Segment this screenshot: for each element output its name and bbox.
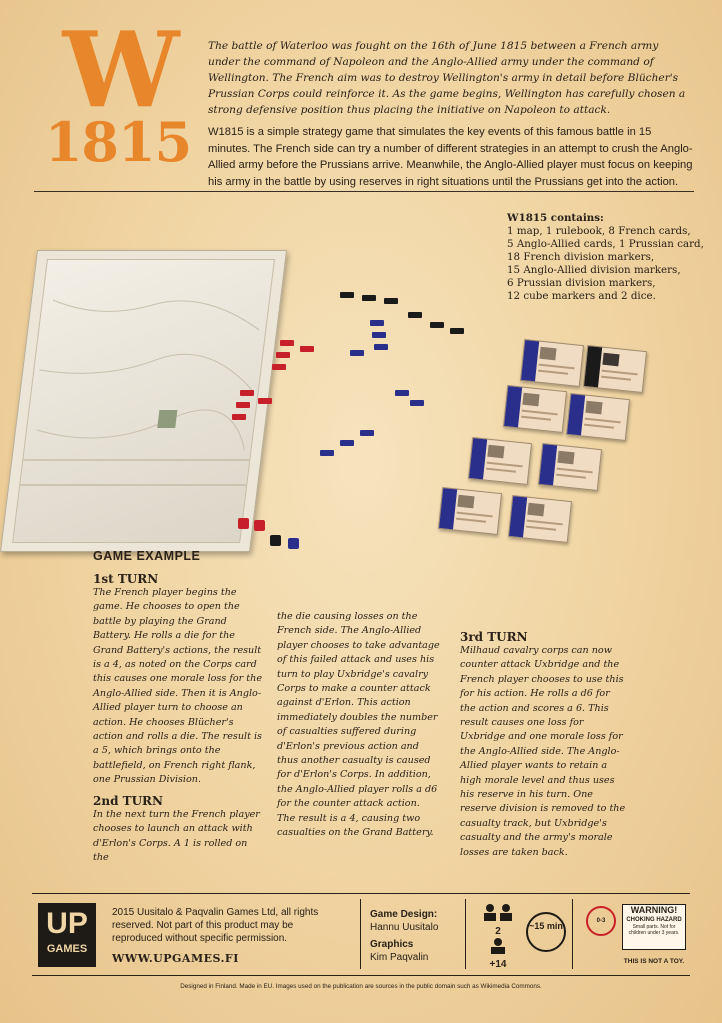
turn1-text: The French player begins the game. He chooses to open the battle by playing the Grand Battery. He rolls a die for the Grand Battery's actions, the result is a 4, as noted on the Corps card this causes one morale loss for the Anglo-Allied side. Then it is Anglo-Allied player turn to choose an action. He chooses Blücher's action and rolls a die. The result is a 5, which brings onto the battlefield, on French right flank, one Prussian Division. — [93, 587, 262, 786]
footer-divider-bottom — [32, 975, 690, 976]
blue-cube — [288, 538, 299, 549]
allied-card — [503, 385, 567, 433]
french-marker — [276, 352, 290, 358]
prussian-marker — [362, 295, 376, 301]
french-marker — [272, 364, 286, 370]
graphics-label: Graphics — [370, 939, 414, 950]
allied-marker — [360, 430, 374, 436]
clock-icon — [526, 912, 566, 952]
logo-letter: W — [62, 8, 174, 131]
allied-marker — [374, 344, 388, 350]
designed-in: Designed in Finland. Made in EU. Images used on the publication are sources in the public domain such as Wikimedia Commons. — [180, 983, 542, 990]
prussian-card — [583, 345, 647, 393]
allied-card — [438, 487, 502, 535]
warning-box — [622, 904, 686, 950]
allied-card — [520, 339, 584, 387]
red-die — [254, 520, 265, 531]
age-icon — [480, 938, 516, 954]
col2-text: the die causing losses on the French side. The Anglo-Allied player chooses to take advantage of this failed attack and uses his turn to play Uxbridge's cavalry Corps to make a counter attack against d'Erlon. This action immediately doubles the number of casualties suffered during d'Erlon's previous action and thus another casualty is caused for d'Erlon's Corps. In addition, the Anglo-Allied player rolls a d6 for the counter attack action. The result is a 4, causing two casualties on the Grand Battery. — [277, 611, 440, 839]
game-map — [0, 250, 287, 552]
turn3-title: 3rd TURN — [460, 630, 528, 644]
components-photo — [0, 250, 722, 550]
turn1-title: 1st TURN — [93, 572, 159, 586]
graphics-name: Kim Paqvalin — [370, 952, 429, 963]
footer-divider — [572, 899, 573, 969]
footer-divider — [465, 899, 466, 969]
contents-item: 6 Prussian division markers, — [507, 277, 656, 289]
contents-item: 18 French division markers, — [507, 251, 655, 263]
prussian-marker — [384, 298, 398, 304]
french-marker — [300, 346, 314, 352]
allied-card — [566, 393, 630, 441]
allied-marker — [410, 400, 424, 406]
age-warning-icon — [586, 906, 616, 936]
players-count: 2 — [495, 926, 501, 937]
allied-card — [468, 437, 532, 485]
allied-marker — [350, 350, 364, 356]
allied-marker — [395, 390, 409, 396]
footer-divider — [360, 899, 361, 969]
intro-italic: The battle of Waterloo was fought on the 16th of June 1815 between a French army under the command of Napoleon and the Anglo-Allied army under the command of Wellington. The French aim was to destroy Wellington's army in detail before Blücher's Prussian Corps could reinforce it. As the game begins, Wellington has carefully chosen a strong defensive position thus placing the initiative on Napoleon to attack. — [208, 40, 686, 116]
contents-item: 1 map, 1 rulebook, 8 French cards, — [507, 225, 691, 237]
example-column-2 — [277, 610, 441, 841]
contents-item: 12 cube markers and 2 dice. — [507, 290, 656, 302]
website-link[interactable]: WWW.UPGAMES.FI — [112, 952, 239, 965]
footer-divider-top — [32, 893, 690, 894]
allied-marker — [320, 450, 334, 456]
allied-marker — [372, 332, 386, 338]
turn2-title: 2nd TURN — [93, 793, 163, 808]
header-divider — [34, 191, 694, 192]
contents-item: 15 Anglo-Allied division markers, — [507, 264, 681, 276]
players-icon — [480, 903, 516, 921]
logo-games: GAMES — [46, 943, 88, 955]
contents-title: W1815 contains: — [507, 212, 604, 224]
allied-marker — [370, 320, 384, 326]
french-marker — [236, 402, 250, 408]
players-info — [478, 903, 518, 971]
warning-sub: CHOKING HAZARD — [626, 917, 682, 923]
allied-card — [538, 443, 602, 491]
turn2-text: In the next turn the French player chooses to launch an attack with d'Erlon's Corps. A 1 is rolled on the — [93, 808, 260, 863]
prussian-marker — [340, 292, 354, 298]
french-marker — [258, 398, 272, 404]
french-marker — [232, 414, 246, 420]
copyright: 2015 Uusitalo & Paqvalin Games Ltd, all rights reserved. Not part of this product may be reproduced without specific permission. — [112, 907, 319, 944]
black-cube — [270, 535, 281, 546]
example-column-3 — [460, 630, 628, 860]
logo-up: UP — [46, 907, 88, 940]
intro-text: W1815 is a simple strategy game that simulates the key events of this famous battle in 15 minutes. The French side can try a number of different strategies in an attempt to crush the Anglo-Allied army before the Prussians arrive. Meanwhile, the Anglo-Allied player must focus on keeping his army in the battle by using reserves in right situations until the Prussians get into the action. — [208, 126, 693, 188]
example-title: GAME EXAMPLE — [93, 549, 201, 563]
warning-title: WARNING! — [630, 905, 678, 915]
play-time: ~15 min — [529, 921, 563, 931]
not-toy: THIS IS NOT A TOY. — [623, 958, 685, 965]
warning-small: Small parts. Not for children under 3 years. — [628, 924, 680, 936]
red-die — [238, 518, 249, 529]
turn3-text: Milhaud cavalry corps can now counter attack Uxbridge and the French player chooses to use this for his action. He rolls a d6 for the action and scores a 6. This result causes one loss for Uxbridge and one morale loss for the Anglo-Allied side. The Anglo-Allied player wants to retain a high morale level and thus uses his reserve in his turn. One reserve division is removed to the casualty track, but Uxbridge's casualty and the army's morale losses are taken back. — [460, 645, 626, 858]
french-marker — [280, 340, 294, 346]
logo-year: 1815 — [44, 110, 192, 174]
age-badge: 0-3 — [596, 918, 606, 924]
prussian-marker — [430, 322, 444, 328]
prussian-marker — [408, 312, 422, 318]
contents-item: 5 Anglo-Allied cards, 1 Prussian card, — [507, 238, 704, 250]
prussian-marker — [450, 328, 464, 334]
design-label: Game Design: — [370, 909, 438, 920]
french-marker — [240, 390, 254, 396]
allied-card — [508, 495, 572, 543]
allied-marker — [340, 440, 354, 446]
design-name: Hannu Uusitalo — [370, 922, 439, 933]
map-terrain — [13, 260, 274, 542]
publisher-logo — [38, 903, 96, 967]
example-column-1 — [93, 572, 263, 865]
map-area — [12, 259, 275, 543]
age-rating: +14 — [489, 959, 507, 970]
credits — [370, 908, 470, 964]
